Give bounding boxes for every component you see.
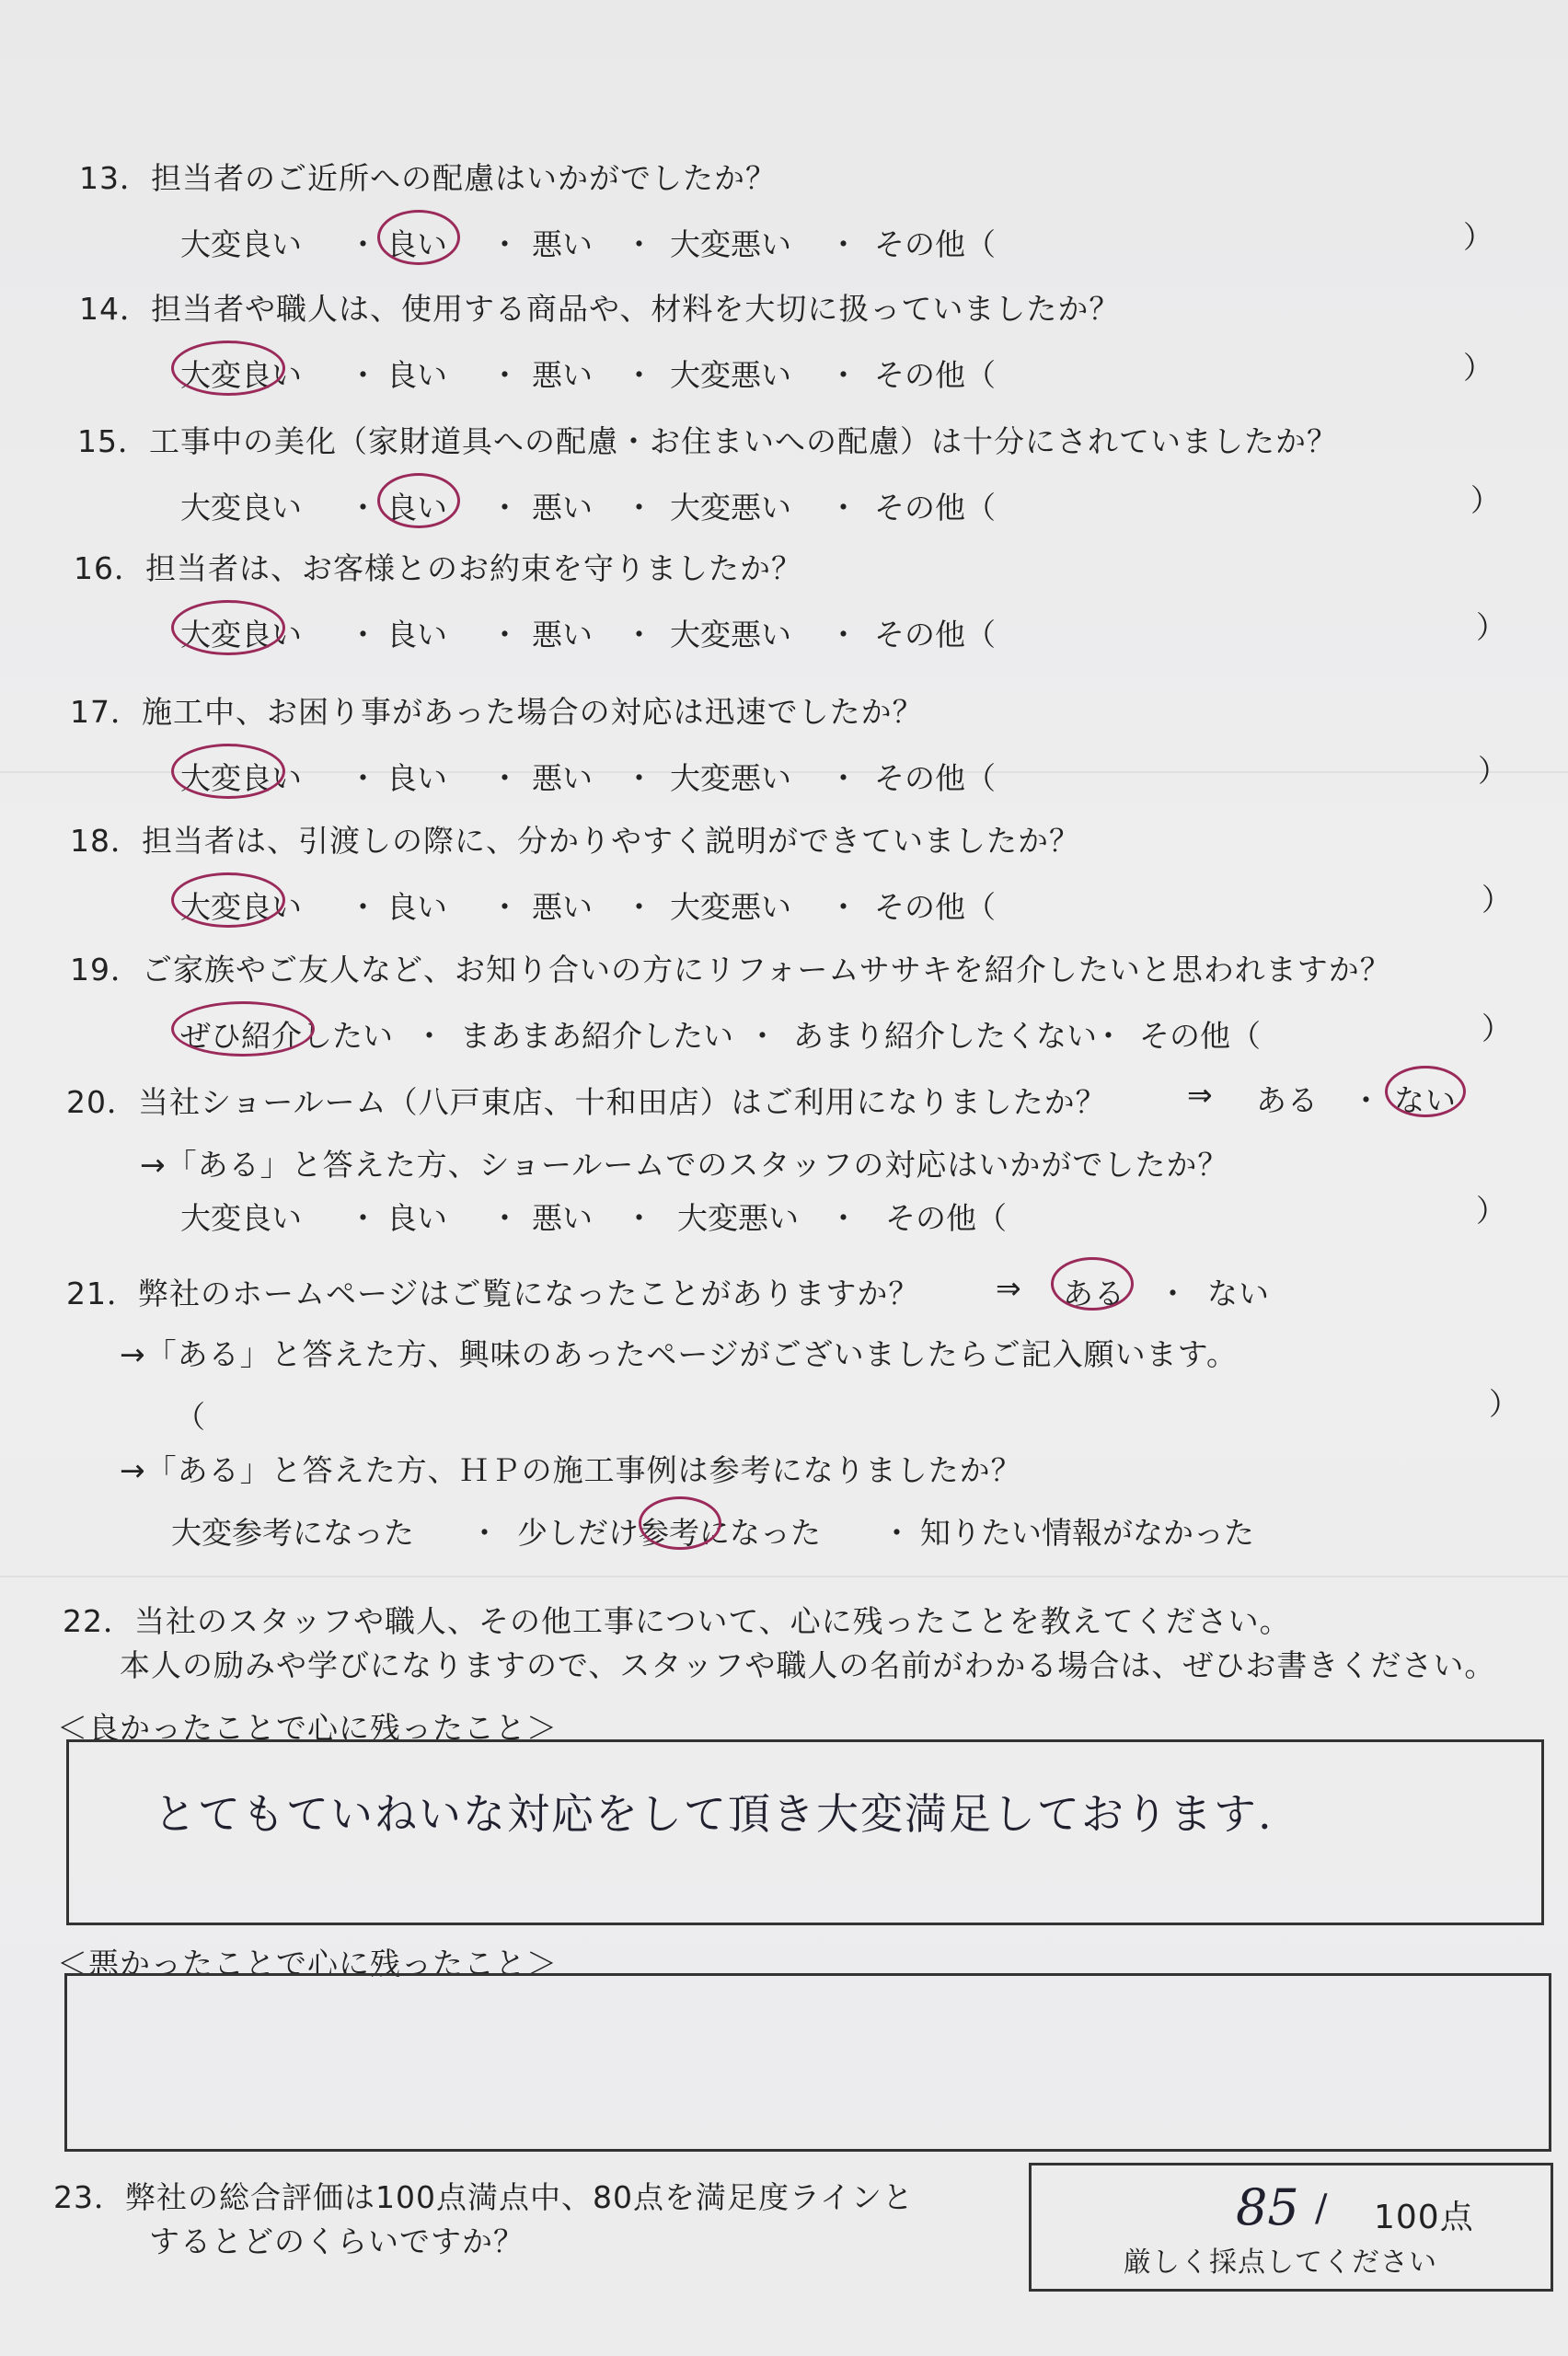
good-comment-label: ＜良かったことで心に残ったこと＞: [57, 1710, 558, 1746]
q17-option-2[interactable]: 良い: [386, 760, 447, 796]
q17-option-4[interactable]: 大変悪い: [670, 760, 791, 796]
question-number: 14．: [79, 291, 151, 327]
separator: ・: [828, 357, 859, 393]
q20-option-4[interactable]: 大変悪い: [677, 1200, 799, 1236]
score-slash: /: [1315, 2188, 1328, 2230]
q13-option-4[interactable]: 大変悪い: [670, 226, 791, 262]
question-text: 当社のスタッフや職人、その他工事について、心に残ったことを教えてください。: [134, 1603, 1291, 1639]
q23-question: [53, 2174, 914, 2217]
good-comment-text: とてもていねいな対応をして頂き大変満足しております.: [154, 1789, 1274, 1839]
q16-option-4[interactable]: 大変悪い: [670, 617, 791, 653]
q15-question: [77, 418, 1338, 461]
separator: ・: [747, 1018, 778, 1054]
q18-option-4[interactable]: 大変悪い: [670, 889, 791, 925]
q16-question: [74, 545, 802, 588]
question-text: 担当者は、引渡しの際に、分かりやすく説明ができていましたか？: [142, 823, 1080, 859]
separator: ・: [490, 889, 520, 925]
question-number: 19．: [70, 952, 142, 987]
separator: ・: [348, 617, 378, 653]
q16-option-3[interactable]: 悪い: [532, 617, 593, 653]
q22-question-note: 本人の励みや学びになりますので、スタッフや職人の名前がわかる場合は、ぜひお書きください。: [120, 1647, 1496, 1683]
q20-option-no[interactable]: ない: [1394, 1082, 1457, 1118]
q21-option-no[interactable]: ない: [1207, 1276, 1270, 1311]
q14-question: [79, 285, 1120, 329]
q21-followup-1: →「ある」と答えた方、興味のあったページがございましたらご記入願います。: [120, 1336, 1239, 1372]
q18-option-2[interactable]: 良い: [386, 889, 447, 925]
score-note: 厳しく採点してください: [1124, 2246, 1437, 2279]
q20-option-2[interactable]: 良い: [386, 1200, 447, 1236]
score-value: 85: [1236, 2178, 1299, 2236]
close-paren: ）: [1476, 609, 1506, 645]
q15-option-3[interactable]: 悪い: [532, 490, 593, 525]
q15-option-4[interactable]: 大変悪い: [670, 490, 791, 525]
question-number: 23．: [53, 2179, 125, 2215]
close-paren: ）: [1482, 1011, 1512, 1046]
separator: ・: [348, 490, 378, 525]
separator: ・: [490, 617, 520, 653]
separator: ・: [414, 1018, 444, 1054]
separator: ・: [624, 226, 654, 262]
q18-question: [70, 817, 1080, 860]
question-text: 工事中の美化（家財道具への配慮・お住まいへの配慮）は十分にされていましたか？: [149, 423, 1338, 459]
q20-option-yes[interactable]: ある: [1256, 1082, 1319, 1118]
separator: ・: [828, 760, 859, 796]
close-paren: ）: [1470, 482, 1501, 518]
q18-option-3[interactable]: 悪い: [532, 889, 593, 925]
q20-followup: →「ある」と答えた方、ショールームでのスタッフの対応はいかがでしたか？: [140, 1147, 1229, 1183]
separator: ・: [469, 1515, 500, 1551]
q22-question: [63, 1598, 1291, 1641]
separator: ・: [348, 889, 378, 925]
question-text: 弊社の総合評価は100点満点中、80点を満足度ラインと: [125, 2179, 914, 2215]
separator: ・: [828, 490, 859, 525]
separator: ・: [490, 760, 520, 796]
q21-followup-2: →「ある」と答えた方、ＨＰの施工事例は参考になりましたか？: [120, 1452, 1022, 1488]
q17-option-1[interactable]: 大変良い: [180, 760, 302, 796]
score-box[interactable]: [1029, 2163, 1553, 2292]
separator: ・: [490, 226, 520, 262]
q20-option-5[interactable]: その他（: [885, 1200, 1007, 1236]
q20-option-3[interactable]: 悪い: [532, 1200, 593, 1236]
question-text: 担当者のご近所への配慮はいかがでしたか？: [151, 160, 777, 196]
q21-option-3[interactable]: 知りたい情報がなかった: [920, 1515, 1254, 1551]
q14-option-4[interactable]: 大変悪い: [670, 357, 791, 393]
q13-question: [79, 155, 777, 198]
q23-question-line2: するとどのくらいですか？: [149, 2223, 525, 2259]
question-number: 13．: [79, 160, 151, 196]
separator: ・: [1093, 1018, 1124, 1054]
bad-comment-box[interactable]: [64, 1973, 1551, 2152]
q19-option-2[interactable]: まあまあ紹介したい: [460, 1018, 733, 1054]
q21-open-paren: （: [175, 1399, 206, 1435]
separator: ・: [348, 226, 378, 262]
q15-option-2[interactable]: 良い: [386, 490, 447, 525]
q18-option-5[interactable]: その他（: [874, 889, 996, 925]
question-number: 15．: [77, 423, 149, 459]
q21-option-1[interactable]: 大変参考になった: [171, 1515, 414, 1551]
separator: ・: [490, 357, 520, 393]
close-paren: ）: [1463, 219, 1493, 255]
separator: ・: [490, 1200, 520, 1236]
q14-option-2[interactable]: 良い: [386, 357, 447, 393]
paper-fold: [0, 1576, 1568, 1577]
separator: ・: [348, 357, 378, 393]
separator: ・: [1351, 1082, 1382, 1118]
question-text: 当社ショールーム（八戸東店、十和田店）はご利用になりましたか？: [138, 1084, 1107, 1120]
q15-option-5[interactable]: その他（: [874, 490, 996, 525]
q17-question: [70, 688, 924, 732]
q19-option-4[interactable]: その他（: [1139, 1018, 1261, 1054]
separator: ・: [624, 1200, 654, 1236]
question-text: 担当者は、お客様とのお約束を守りましたか？: [145, 550, 802, 586]
separator: ・: [348, 1200, 378, 1236]
close-paren: ）: [1476, 1193, 1506, 1229]
q20-question: [66, 1079, 1107, 1122]
q21-question: [66, 1270, 919, 1313]
separator: ・: [624, 490, 654, 525]
q14-option-1[interactable]: 大変良い: [180, 357, 302, 393]
separator: ・: [828, 889, 859, 925]
close-paren: ）: [1482, 882, 1512, 918]
q14-option-3[interactable]: 悪い: [532, 357, 593, 393]
q18-option-1[interactable]: 大変良い: [180, 889, 302, 925]
good-comment-box[interactable]: [66, 1739, 1544, 1925]
q21-close-paren: ）: [1489, 1386, 1520, 1422]
question-number: 21．: [66, 1276, 138, 1311]
close-paren: ）: [1463, 350, 1493, 386]
question-number: 18．: [70, 823, 142, 859]
separator: ・: [828, 617, 859, 653]
q15-option-1[interactable]: 大変良い: [180, 490, 302, 525]
bad-comment-label: ＜悪かったことで心に残ったこと＞: [57, 1946, 558, 1981]
question-text: 担当者や職人は、使用する商品や、材料を大切に扱っていましたか？: [151, 291, 1121, 327]
separator: ・: [624, 357, 654, 393]
separator: ・: [828, 226, 859, 262]
q19-option-1[interactable]: ぜひ紹介したい: [180, 1018, 393, 1054]
separator: ・: [828, 1200, 859, 1236]
q21-option-yes[interactable]: ある: [1063, 1276, 1125, 1311]
q14-option-5[interactable]: その他（: [874, 357, 996, 393]
q16-option-5[interactable]: その他（: [874, 617, 996, 653]
q13-option-5[interactable]: その他（: [874, 226, 996, 262]
separator: ・: [348, 760, 378, 796]
separator: ・: [624, 760, 654, 796]
q13-option-2[interactable]: 良い: [386, 226, 447, 262]
score-max: 100点: [1374, 2199, 1474, 2236]
q16-option-1[interactable]: 大変良い: [180, 617, 302, 653]
question-text: 弊社のホームページはご覧になったことがありますか？: [138, 1276, 920, 1311]
q19-question: [70, 946, 1391, 989]
question-number: 22．: [63, 1603, 134, 1639]
q19-option-3[interactable]: あまり紹介したくない: [793, 1018, 1097, 1054]
q16-option-2[interactable]: 良い: [386, 617, 447, 653]
question-number: 20．: [66, 1084, 138, 1120]
q21-arrow: ⇒: [996, 1270, 1022, 1306]
separator: ・: [1158, 1276, 1189, 1311]
q21-option-2[interactable]: 少しだけ参考になった: [517, 1515, 821, 1551]
separator: ・: [490, 490, 520, 525]
q20-option-1[interactable]: 大変良い: [180, 1200, 302, 1236]
question-number: 17．: [70, 694, 142, 730]
separator: ・: [882, 1515, 912, 1551]
q20-arrow: ⇒: [1187, 1077, 1214, 1113]
close-paren: ）: [1478, 753, 1508, 789]
question-number: 16．: [74, 550, 145, 586]
separator: ・: [624, 617, 654, 653]
question-text: ご家族やご友人など、お知り合いの方にリフォームササキを紹介したいと思われますか？: [142, 952, 1391, 987]
q17-option-3[interactable]: 悪い: [532, 760, 593, 796]
q17-option-5[interactable]: その他（: [874, 760, 996, 796]
question-text: 施工中、お困り事があった場合の対応は迅速でしたか？: [142, 694, 924, 730]
separator: ・: [624, 889, 654, 925]
q13-option-1[interactable]: 大変良い: [180, 226, 302, 262]
q13-option-3[interactable]: 悪い: [532, 226, 593, 262]
